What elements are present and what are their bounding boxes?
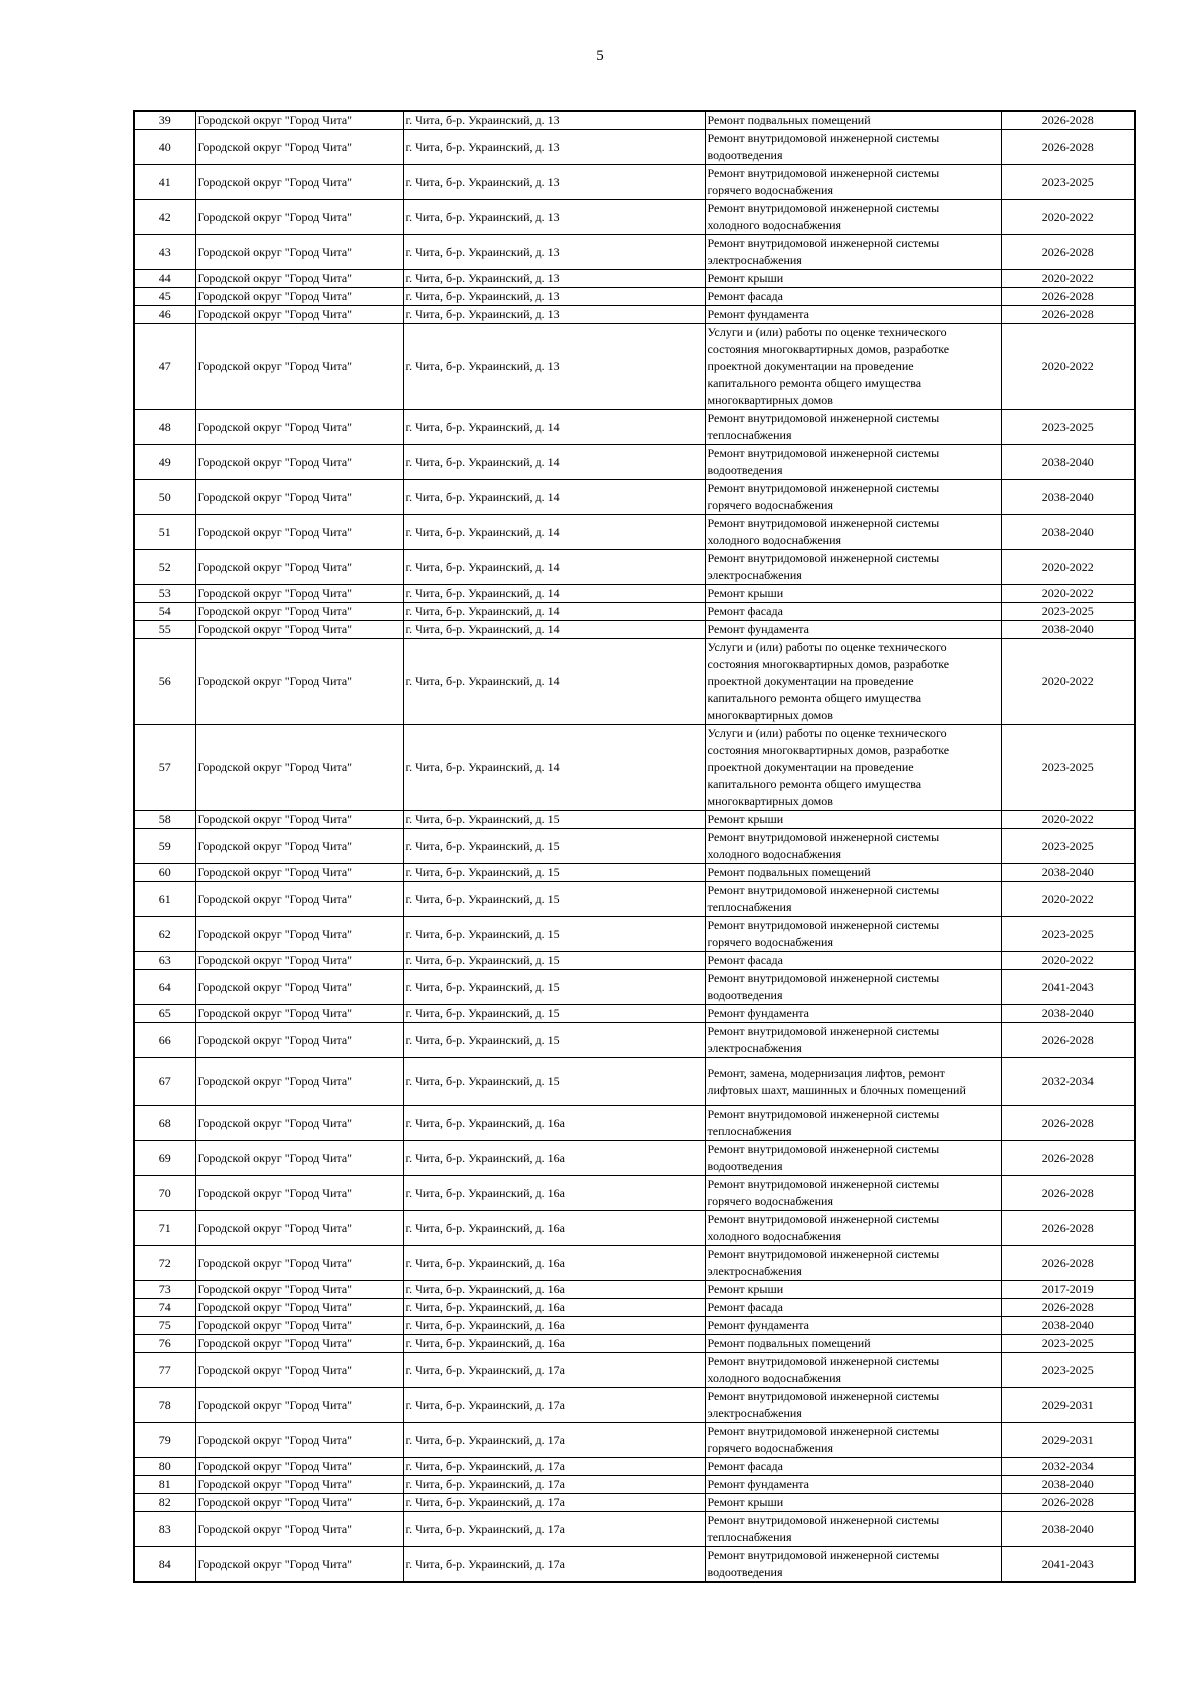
table-row [134,1005,1135,1023]
address-cell: г. Чита, б-р. Украинский, д. 13 [403,324,705,410]
row-number: 40 [134,130,195,165]
district-cell: Городской округ "Город Чита" [195,1106,403,1141]
table-row [134,550,1135,585]
table-row [134,445,1135,480]
work-type-cell: Ремонт фундамента [705,306,1001,324]
row-number: 50 [134,480,195,515]
address-cell: г. Чита, б-р. Украинский, д. 17а [403,1494,705,1512]
work-type-cell: Ремонт внутридомовой инженерной системы электроснабжения [705,550,1001,585]
period-cell: 2038-2040 [1001,1005,1135,1023]
district-cell: Городской округ "Город Чита" [195,811,403,829]
row-number: 39 [134,111,195,130]
work-type-cell: Услуги и (или) работы по оценке технического состояния многоквартирных домов, разработке проектной документации на проведение капитального ремонта общего имущества многоквартирных домов [705,324,1001,410]
address-cell: г. Чита, б-р. Украинский, д. 15 [403,1005,705,1023]
district-cell: Городской округ "Город Чита" [195,1353,403,1388]
work-type-cell: Ремонт фундамента [705,1317,1001,1335]
work-type-cell: Ремонт фасада [705,288,1001,306]
work-type-cell: Ремонт фундамента [705,1005,1001,1023]
address-cell: г. Чита, б-р. Украинский, д. 13 [403,165,705,200]
table-row [134,882,1135,917]
row-number: 67 [134,1058,195,1106]
address-cell: г. Чита, б-р. Украинский, д. 13 [403,235,705,270]
work-type-cell: Ремонт внутридомовой инженерной системы холодного водоснабжения [705,829,1001,864]
work-type-cell: Ремонт внутридомовой инженерной системы холодного водоснабжения [705,1211,1001,1246]
address-cell: г. Чита, б-р. Украинский, д. 13 [403,200,705,235]
work-type-cell: Ремонт внутридомовой инженерной системы горячего водоснабжения [705,1423,1001,1458]
work-type-cell: Ремонт внутридомовой инженерной системы теплоснабжения [705,410,1001,445]
district-cell: Городской округ "Город Чита" [195,1317,403,1335]
row-number: 82 [134,1494,195,1512]
table-row [134,1299,1135,1317]
work-type-cell: Ремонт внутридомовой инженерной системы электроснабжения [705,1388,1001,1423]
address-cell: г. Чита, б-р. Украинский, д. 16а [403,1141,705,1176]
table-row [134,1388,1135,1423]
district-cell: Городской округ "Город Чита" [195,288,403,306]
row-number: 79 [134,1423,195,1458]
row-number: 80 [134,1458,195,1476]
work-type-cell: Ремонт крыши [705,811,1001,829]
row-number: 68 [134,1106,195,1141]
table-row [134,829,1135,864]
work-type-cell: Ремонт внутридомовой инженерной системы горячего водоснабжения [705,1176,1001,1211]
address-cell: г. Чита, б-р. Украинский, д. 15 [403,864,705,882]
row-number: 77 [134,1353,195,1388]
work-type-cell: Ремонт внутридомовой инженерной системы горячего водоснабжения [705,917,1001,952]
period-cell: 2026-2028 [1001,1141,1135,1176]
address-cell: г. Чита, б-р. Украинский, д. 14 [403,639,705,725]
district-cell: Городской округ "Город Чита" [195,585,403,603]
period-cell: 2023-2025 [1001,1335,1135,1353]
address-cell: г. Чита, б-р. Украинский, д. 17а [403,1512,705,1547]
row-number: 73 [134,1281,195,1299]
table-row [134,1281,1135,1299]
period-cell: 2026-2028 [1001,288,1135,306]
table-row [134,324,1135,410]
period-cell: 2038-2040 [1001,1476,1135,1494]
table-row [134,725,1135,811]
district-cell: Городской округ "Город Чита" [195,1211,403,1246]
table-row [134,585,1135,603]
address-cell: г. Чита, б-р. Украинский, д. 15 [403,829,705,864]
address-cell: г. Чита, б-р. Украинский, д. 16а [403,1176,705,1211]
district-cell: Городской округ "Город Чита" [195,1423,403,1458]
period-cell: 2026-2028 [1001,306,1135,324]
row-number: 74 [134,1299,195,1317]
district-cell: Городской округ "Город Чита" [195,445,403,480]
district-cell: Городской округ "Город Чита" [195,621,403,639]
district-cell: Городской округ "Город Чита" [195,515,403,550]
row-number: 53 [134,585,195,603]
period-cell: 2041-2043 [1001,1547,1135,1583]
table-row [134,970,1135,1005]
address-cell: г. Чита, б-р. Украинский, д. 15 [403,811,705,829]
row-number: 61 [134,882,195,917]
address-cell: г. Чита, б-р. Украинский, д. 14 [403,585,705,603]
district-cell: Городской округ "Город Чита" [195,480,403,515]
district-cell: Городской округ "Город Чита" [195,410,403,445]
row-number: 46 [134,306,195,324]
district-cell: Городской округ "Город Чита" [195,1494,403,1512]
period-cell: 2038-2040 [1001,515,1135,550]
table-row [134,1058,1135,1106]
work-type-cell: Ремонт фасада [705,952,1001,970]
period-cell: 2029-2031 [1001,1423,1135,1458]
district-cell: Городской округ "Город Чита" [195,1005,403,1023]
district-cell: Городской округ "Город Чита" [195,1058,403,1106]
address-cell: г. Чита, б-р. Украинский, д. 17а [403,1458,705,1476]
work-type-cell: Ремонт внутридомовой инженерной системы теплоснабжения [705,1512,1001,1547]
district-cell: Городской округ "Город Чита" [195,111,403,130]
table-row [134,1211,1135,1246]
period-cell: 2032-2034 [1001,1458,1135,1476]
table-row [134,1317,1135,1335]
address-cell: г. Чита, б-р. Украинский, д. 14 [403,621,705,639]
work-type-cell: Ремонт крыши [705,270,1001,288]
table-row [134,270,1135,288]
work-type-cell: Ремонт внутридомовой инженерной системы электроснабжения [705,1023,1001,1058]
work-type-cell: Ремонт фасада [705,1299,1001,1317]
period-cell: 2023-2025 [1001,410,1135,445]
work-type-cell: Ремонт подвальных помещений [705,864,1001,882]
period-cell: 2038-2040 [1001,864,1135,882]
row-number: 42 [134,200,195,235]
period-cell: 2026-2028 [1001,1494,1135,1512]
period-cell: 2023-2025 [1001,725,1135,811]
address-cell: г. Чита, б-р. Украинский, д. 14 [403,410,705,445]
table-row [134,1246,1135,1281]
period-cell: 2038-2040 [1001,1317,1135,1335]
row-number: 69 [134,1141,195,1176]
address-cell: г. Чита, б-р. Украинский, д. 15 [403,1023,705,1058]
address-cell: г. Чита, б-р. Украинский, д. 13 [403,270,705,288]
period-cell: 2023-2025 [1001,917,1135,952]
address-cell: г. Чита, б-р. Украинский, д. 15 [403,1058,705,1106]
work-type-cell: Ремонт внутридомовой инженерной системы горячего водоснабжения [705,480,1001,515]
address-cell: г. Чита, б-р. Украинский, д. 16а [403,1317,705,1335]
row-number: 62 [134,917,195,952]
row-number: 56 [134,639,195,725]
address-cell: г. Чита, б-р. Украинский, д. 14 [403,445,705,480]
table-row [134,1176,1135,1211]
table-row [134,864,1135,882]
district-cell: Городской округ "Город Чита" [195,306,403,324]
period-cell: 2026-2028 [1001,235,1135,270]
address-cell: г. Чита, б-р. Украинский, д. 14 [403,603,705,621]
district-cell: Городской округ "Город Чита" [195,1458,403,1476]
address-cell: г. Чита, б-р. Украинский, д. 14 [403,480,705,515]
address-cell: г. Чита, б-р. Украинский, д. 16а [403,1106,705,1141]
district-cell: Городской округ "Город Чита" [195,1512,403,1547]
row-number: 76 [134,1335,195,1353]
work-type-cell: Ремонт внутридомовой инженерной системы холодного водоснабжения [705,515,1001,550]
work-type-cell: Ремонт фасада [705,1458,1001,1476]
address-cell: г. Чита, б-р. Украинский, д. 17а [403,1476,705,1494]
district-cell: Городской округ "Город Чита" [195,864,403,882]
work-type-cell: Ремонт внутридомовой инженерной системы водоотведения [705,445,1001,480]
row-number: 64 [134,970,195,1005]
table-row [134,165,1135,200]
row-number: 58 [134,811,195,829]
row-number: 43 [134,235,195,270]
row-number: 49 [134,445,195,480]
period-cell: 2020-2022 [1001,550,1135,585]
period-cell: 2038-2040 [1001,621,1135,639]
address-cell: г. Чита, б-р. Украинский, д. 17а [403,1423,705,1458]
row-number: 83 [134,1512,195,1547]
table-row [134,603,1135,621]
table-row [134,410,1135,445]
row-number: 59 [134,829,195,864]
district-cell: Городской округ "Город Чита" [195,725,403,811]
district-cell: Городской округ "Город Чита" [195,165,403,200]
table-row [134,917,1135,952]
work-type-cell: Ремонт внутридомовой инженерной системы горячего водоснабжения [705,165,1001,200]
district-cell: Городской округ "Город Чита" [195,1547,403,1583]
district-cell: Городской округ "Город Чита" [195,550,403,585]
table-row [134,1458,1135,1476]
district-cell: Городской округ "Город Чита" [195,1476,403,1494]
address-cell: г. Чита, б-р. Украинский, д. 16а [403,1211,705,1246]
district-cell: Городской округ "Город Чита" [195,829,403,864]
table-row [134,1353,1135,1388]
work-type-cell: Ремонт внутридомовой инженерной системы водоотведения [705,970,1001,1005]
district-cell: Городской округ "Город Чита" [195,603,403,621]
table-row [134,130,1135,165]
address-cell: г. Чита, б-р. Украинский, д. 16а [403,1335,705,1353]
row-number: 44 [134,270,195,288]
row-number: 48 [134,410,195,445]
district-cell: Городской округ "Город Чита" [195,200,403,235]
address-cell: г. Чита, б-р. Украинский, д. 14 [403,550,705,585]
period-cell: 2020-2022 [1001,639,1135,725]
address-cell: г. Чита, б-р. Украинский, д. 14 [403,725,705,811]
period-cell: 2026-2028 [1001,1246,1135,1281]
work-type-cell: Ремонт внутридомовой инженерной системы холодного водоснабжения [705,1353,1001,1388]
period-cell: 2023-2025 [1001,603,1135,621]
work-type-cell: Ремонт внутридомовой инженерной системы электроснабжения [705,235,1001,270]
work-type-cell: Ремонт крыши [705,1281,1001,1299]
row-number: 84 [134,1547,195,1583]
district-cell: Городской округ "Город Чита" [195,1281,403,1299]
table-row [134,1423,1135,1458]
work-type-cell: Ремонт внутридомовой инженерной системы электроснабжения [705,1246,1001,1281]
work-type-cell: Ремонт внутридомовой инженерной системы водоотведения [705,1547,1001,1583]
row-number: 66 [134,1023,195,1058]
district-cell: Городской округ "Город Чита" [195,639,403,725]
table-row [134,1547,1135,1583]
work-type-cell: Ремонт внутридомовой инженерной системы водоотведения [705,130,1001,165]
address-cell: г. Чита, б-р. Украинский, д. 13 [403,306,705,324]
address-cell: г. Чита, б-р. Украинский, д. 14 [403,515,705,550]
period-cell: 2026-2028 [1001,1023,1135,1058]
table-row [134,480,1135,515]
period-cell: 2023-2025 [1001,1353,1135,1388]
period-cell: 2026-2028 [1001,1106,1135,1141]
page-number: 5 [596,48,604,64]
table-row [134,621,1135,639]
district-cell: Городской округ "Город Чита" [195,1246,403,1281]
period-cell: 2029-2031 [1001,1388,1135,1423]
district-cell: Городской округ "Город Чита" [195,917,403,952]
work-type-cell: Ремонт фасада [705,603,1001,621]
table-row [134,235,1135,270]
period-cell: 2023-2025 [1001,829,1135,864]
address-cell: г. Чита, б-р. Украинский, д. 13 [403,111,705,130]
row-number: 45 [134,288,195,306]
work-type-cell: Услуги и (или) работы по оценке технического состояния многоквартирных домов, разработке проектной документации на проведение капитального ремонта общего имущества многоквартирных домов [705,725,1001,811]
address-cell: г. Чита, б-р. Украинский, д. 15 [403,917,705,952]
table-row [134,1141,1135,1176]
address-cell: г. Чита, б-р. Украинский, д. 15 [403,970,705,1005]
row-number: 71 [134,1211,195,1246]
district-cell: Городской округ "Город Чита" [195,324,403,410]
table-row [134,639,1135,725]
period-cell: 2038-2040 [1001,445,1135,480]
table-row [134,1476,1135,1494]
period-cell: 2026-2028 [1001,1211,1135,1246]
row-number: 72 [134,1246,195,1281]
period-cell: 2020-2022 [1001,952,1135,970]
district-cell: Городской округ "Город Чита" [195,1388,403,1423]
row-number: 78 [134,1388,195,1423]
work-type-cell: Ремонт крыши [705,1494,1001,1512]
address-cell: г. Чита, б-р. Украинский, д. 13 [403,288,705,306]
district-cell: Городской округ "Город Чита" [195,1023,403,1058]
district-cell: Городской округ "Город Чита" [195,1141,403,1176]
address-cell: г. Чита, б-р. Украинский, д. 16а [403,1281,705,1299]
work-type-cell: Ремонт крыши [705,585,1001,603]
work-type-cell: Ремонт фундамента [705,1476,1001,1494]
period-cell: 2026-2028 [1001,111,1135,130]
address-cell: г. Чита, б-р. Украинский, д. 13 [403,130,705,165]
row-number: 60 [134,864,195,882]
row-number: 41 [134,165,195,200]
period-cell: 2020-2022 [1001,882,1135,917]
table-row [134,200,1135,235]
address-cell: г. Чита, б-р. Украинский, д. 17а [403,1547,705,1583]
period-cell: 2038-2040 [1001,1512,1135,1547]
period-cell: 2017-2019 [1001,1281,1135,1299]
table-row [134,1106,1135,1141]
district-cell: Городской округ "Город Чита" [195,270,403,288]
row-number: 55 [134,621,195,639]
work-type-cell: Ремонт внутридомовой инженерной системы теплоснабжения [705,1106,1001,1141]
table-body [134,111,1135,1582]
table-row [134,1023,1135,1058]
row-number: 54 [134,603,195,621]
work-type-cell: Ремонт внутридомовой инженерной системы холодного водоснабжения [705,200,1001,235]
row-number: 52 [134,550,195,585]
work-type-cell: Ремонт подвальных помещений [705,1335,1001,1353]
row-number: 47 [134,324,195,410]
work-type-cell: Ремонт внутридомовой инженерной системы теплоснабжения [705,882,1001,917]
district-cell: Городской округ "Город Чита" [195,970,403,1005]
period-cell: 2020-2022 [1001,324,1135,410]
district-cell: Городской округ "Город Чита" [195,882,403,917]
row-number: 75 [134,1317,195,1335]
row-number: 51 [134,515,195,550]
period-cell: 2041-2043 [1001,970,1135,1005]
work-type-cell: Услуги и (или) работы по оценке технического состояния многоквартирных домов, разработке проектной документации на проведение капитального ремонта общего имущества многоквартирных домов [705,639,1001,725]
address-cell: г. Чита, б-р. Украинский, д. 15 [403,882,705,917]
table-row [134,811,1135,829]
address-cell: г. Чита, б-р. Украинский, д. 16а [403,1246,705,1281]
period-cell: 2032-2034 [1001,1058,1135,1106]
period-cell: 2020-2022 [1001,585,1135,603]
work-type-cell: Ремонт фундамента [705,621,1001,639]
row-number: 63 [134,952,195,970]
period-cell: 2020-2022 [1001,270,1135,288]
period-cell: 2023-2025 [1001,165,1135,200]
period-cell: 2026-2028 [1001,1299,1135,1317]
repair-schedule-table [133,110,1136,1583]
address-cell: г. Чита, б-р. Украинский, д. 15 [403,952,705,970]
table-row [134,306,1135,324]
district-cell: Городской округ "Город Чита" [195,235,403,270]
district-cell: Городской округ "Город Чита" [195,1176,403,1211]
district-cell: Городской округ "Город Чита" [195,952,403,970]
row-number: 65 [134,1005,195,1023]
row-number: 57 [134,725,195,811]
period-cell: 2020-2022 [1001,200,1135,235]
row-number: 70 [134,1176,195,1211]
row-number: 81 [134,1476,195,1494]
table-row [134,952,1135,970]
table-row [134,1494,1135,1512]
table-row [134,1512,1135,1547]
work-type-cell: Ремонт подвальных помещений [705,111,1001,130]
district-cell: Городской округ "Город Чита" [195,1299,403,1317]
table-row [134,288,1135,306]
table-row [134,515,1135,550]
district-cell: Городской округ "Город Чита" [195,130,403,165]
address-cell: г. Чита, б-р. Украинский, д. 17а [403,1388,705,1423]
address-cell: г. Чита, б-р. Украинский, д. 16а [403,1299,705,1317]
work-type-cell: Ремонт, замена, модернизация лифтов, ремонт лифтовых шахт, машинных и блочных помещений [705,1058,1001,1106]
district-cell: Городской округ "Город Чита" [195,1335,403,1353]
work-type-cell: Ремонт внутридомовой инженерной системы водоотведения [705,1141,1001,1176]
address-cell: г. Чита, б-р. Украинский, д. 17а [403,1353,705,1388]
period-cell: 2026-2028 [1001,130,1135,165]
period-cell: 2026-2028 [1001,1176,1135,1211]
table-row [134,111,1135,130]
table-row [134,1335,1135,1353]
period-cell: 2020-2022 [1001,811,1135,829]
period-cell: 2038-2040 [1001,480,1135,515]
